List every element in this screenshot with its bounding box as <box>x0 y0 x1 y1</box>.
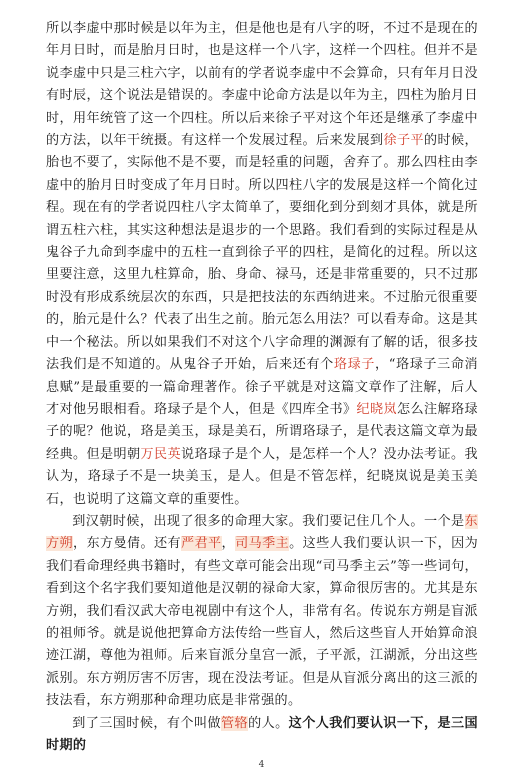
highlighted-name: 东方朔 <box>46 513 478 552</box>
text-run: ，东方曼倩。还有 <box>73 536 182 552</box>
text-run: 的时候，胎也不要了，实际他不是不要，而是轻重的问题，舍弃了。那么四柱由李虚中的胎月日时变成了年月日时。所以四柱八字的发展是这样一个简化过程。现在有的学者说四柱八字太简单了，要细化到分到刻才具体，就是所谓五柱六柱，其实这种想法是退步的一个思路。我们看到的实际过程是从鬼谷子九命到李虚中的五柱一直到徐子平的四柱，是简化的过程。所以这里要注意，这里九柱算命，胎、身命、禄马，还是非常重要的，只不过那时没有形成系统层次的东西，只是把技法的东西纳进来。不过胎元很重要的，胎元是什么？代表了出生之前。胎元怎么用法？可以看寿命。这是其中一个秘法。所以如果我们不对这个八字命理的渊源有了解的话，很多技法我们是不知道的。从鬼谷子开始，后来还有个 <box>46 133 478 373</box>
highlighted-name: 珞琭子 <box>333 357 375 373</box>
paragraph-1 <box>46 18 478 511</box>
paragraph-3 <box>46 713 478 758</box>
highlighted-name: 纪晓岚 <box>356 401 398 417</box>
highlighted-name: 万民英 <box>140 446 182 462</box>
text-run: 怎么注解珞琭子的呢？他说，珞是美玉，琭是美石，所谓珞琭子，是代表这篇文章为最经典。但是明朝 <box>46 401 478 462</box>
text-run: ， <box>221 536 236 552</box>
text-run: 到汉朝时候，出现了很多的命理大家。我们要记住几个人。一个是 <box>72 513 465 529</box>
highlighted-name: 司马季主 <box>235 536 290 552</box>
highlighted-name: 严君平 <box>181 536 222 552</box>
highlighted-name: 管辂 <box>221 715 249 731</box>
text-run: 的人。 <box>248 715 289 731</box>
text-run: 到了三国时候，有个叫做 <box>72 715 222 731</box>
page-number: 4 <box>258 760 265 770</box>
text-run: 所以李虚中那时候是以年为主，但是他也是有八字的呀，不过不是现在的年月日时，而是胎月日时，也是这样一个八字，这样一个四柱。但并不是说李虚中只是三柱六字，以前有的学者说李虚中不会算命，只有年月日没有时辰，这个说法是错误的。李虚中论命方法是以年为主，四柱为胎月日时，用年统管了这一个四柱。所以后来徐子平对这个年还是继承了李虚中的方法，以年干统摄。有这样一个发展过程。后来发展到 <box>46 21 478 149</box>
body-text <box>46 18 478 757</box>
text-run: ，“珞琭子三命消息赋”是最重要的一篇命理著作。徐子平就是对这篇文章作了注解，后人才对他另眼相看。珞琭子是个人，但是《四库全书》 <box>46 357 478 417</box>
paragraph-2 <box>46 511 478 713</box>
highlighted-name: 徐子平 <box>383 133 425 149</box>
bold-text-run: 这个人我们要认识一下，是三国时期的 <box>46 715 478 753</box>
text-run: 说珞琭子是个人，是怎样一个人？没办法考证。我认为，珞琭子不是一块美玉，是人。但是不管怎样，纪晓岚说是美玉美石，也说明了这篇文章的重要性。 <box>46 446 478 507</box>
text-run: 。这些人我们要认识一下，因为我们看命理经典书籍时，有些文章可能会出现“司马季主云”等一些词句，看到这个名字我们要知道他是汉朝的禄命大家，算命很厉害的。尤其是东方朔，我们看汉武大帝电视剧中有这个人，非常有名。传说东方朔是盲派的祖师爷。就是说他把算命方法传给一些盲人，然后这些盲人开始算命浪迹江湖，尊他为祖师。后来盲派分皇宫一派，子平派，江湖派，分出这些派别。东方朔厉害不厉害，现在没法考证。但是从盲派分离出的这三派的技法看，东方朔那种命理功底是非常强的。 <box>46 536 479 709</box>
